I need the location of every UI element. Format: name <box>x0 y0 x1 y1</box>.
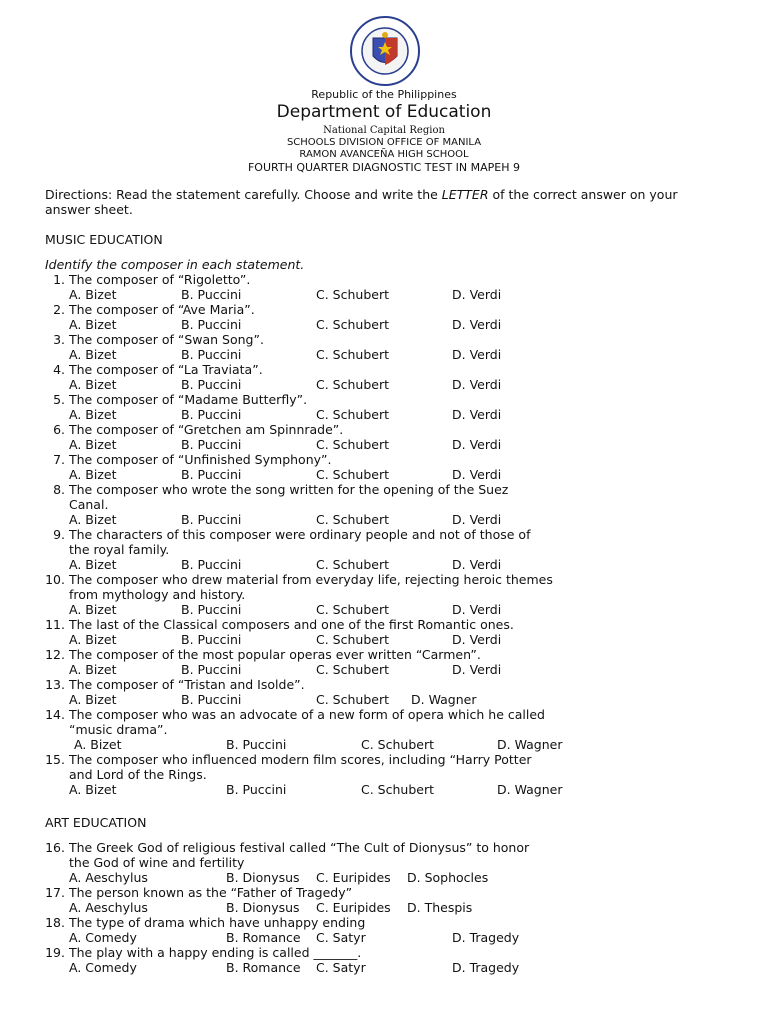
question-text: The play with a happy ending is called _______. <box>69 945 362 960</box>
question-number: 15. <box>45 752 65 767</box>
question-text: The composer who drew material from everyday life, rejecting heroic themes <box>69 572 553 587</box>
question-text: The type of drama which have unhappy ending <box>69 915 366 930</box>
question-number: 19. <box>45 945 65 960</box>
question-text: The composer who influenced modern film scores, including “Harry Potter <box>69 752 532 767</box>
answer-option: A. Bizet <box>74 737 122 752</box>
answer-option: B. Romance <box>226 960 301 975</box>
question-text: “music drama”. <box>69 722 168 737</box>
school-line: RAMON AVANCEÑA HIGH SCHOOL <box>299 149 469 160</box>
answer-option: D. Verdi <box>452 632 502 647</box>
answer-option: D. Tragedy <box>452 930 520 945</box>
answer-option: C. Schubert <box>316 662 389 677</box>
answer-option: D. Verdi <box>452 602 502 617</box>
answer-option: D. Wagner <box>411 692 477 707</box>
answer-option: D. Verdi <box>452 347 502 362</box>
answer-option: B. Romance <box>226 930 301 945</box>
department-title: Department of Education <box>276 102 492 122</box>
question-text: The composer of “Tristan and Isolde”. <box>69 677 305 692</box>
answer-option: C. Schubert <box>316 347 389 362</box>
answer-option: B. Puccini <box>181 692 242 707</box>
answer-option: B. Puccini <box>181 662 242 677</box>
answer-option: C. Euripides <box>316 870 391 885</box>
answer-option: A. Comedy <box>69 960 137 975</box>
answer-option: D. Verdi <box>452 662 502 677</box>
answer-option: C. Schubert <box>316 467 389 482</box>
division-line: SCHOOLS DIVISION OFFICE OF MANILA <box>286 137 482 148</box>
answer-option: B. Puccini <box>226 782 287 797</box>
art-heading: ART EDUCATION <box>45 815 147 830</box>
question-text: The composer who wrote the song written for the opening of the Suez <box>69 482 509 497</box>
question-text: The composer of “Rigoletto”. <box>69 272 251 287</box>
deped-seal-icon <box>349 14 421 88</box>
answer-option: B. Puccini <box>181 467 242 482</box>
answer-option: A. Bizet <box>69 632 117 647</box>
answer-option: D. Verdi <box>452 407 502 422</box>
answer-option: A. Aeschylus <box>69 870 148 885</box>
question-number: 8. <box>53 482 65 497</box>
question-text: Canal. <box>69 497 109 512</box>
question-text: the God of wine and fertility <box>69 855 245 870</box>
answer-option: A. Bizet <box>69 662 117 677</box>
answer-option: C. Schubert <box>316 287 389 302</box>
answer-option: A. Bizet <box>69 317 117 332</box>
answer-option: A. Bizet <box>69 692 117 707</box>
answer-option: B. Dionysus <box>226 900 300 915</box>
answer-option: C. Schubert <box>316 512 389 527</box>
answer-option: D. Sophocles <box>407 870 489 885</box>
question-number: 7. <box>53 452 65 467</box>
question-number: 17. <box>45 885 65 900</box>
question-text: The composer of “Ave Maria”. <box>69 302 255 317</box>
answer-option: D. Tragedy <box>452 960 520 975</box>
answer-option: C. Schubert <box>361 737 434 752</box>
question-number: 2. <box>53 302 65 317</box>
answer-option: B. Puccini <box>181 317 242 332</box>
question-number: 6. <box>53 422 65 437</box>
answer-option: C. Schubert <box>316 407 389 422</box>
question-number: 9. <box>53 527 65 542</box>
question-text: The composer of the most popular operas ever written “Carmen”. <box>69 647 481 662</box>
question-text: from mythology and history. <box>69 587 246 602</box>
answer-option: A. Bizet <box>69 467 117 482</box>
question-number: 18. <box>45 915 65 930</box>
answer-option: C. Schubert <box>316 602 389 617</box>
answer-option: A. Comedy <box>69 930 137 945</box>
question-text: The composer who was an advocate of a new form of opera which he called <box>69 707 545 722</box>
question-text: The composer of “Swan Song”. <box>69 332 264 347</box>
answer-option: C. Schubert <box>361 782 434 797</box>
answer-option: D. Verdi <box>452 317 502 332</box>
republic-line: Republic of the Philippines <box>311 88 457 101</box>
answer-option: A. Bizet <box>69 782 117 797</box>
answer-option: B. Puccini <box>181 377 242 392</box>
answer-option: C. Schubert <box>316 377 389 392</box>
question-number: 5. <box>53 392 65 407</box>
answer-option: A. Aeschylus <box>69 900 148 915</box>
directions-text-pre: Directions: Read the statement carefully. Choose and write the <box>45 187 442 202</box>
answer-option: D. Verdi <box>452 437 502 452</box>
answer-option: A. Bizet <box>69 407 117 422</box>
music-instruction: Identify the composer in each statement. <box>45 257 305 272</box>
question-text: The composer of “Unfinished Symphony”. <box>69 452 332 467</box>
answer-option: A. Bizet <box>69 347 117 362</box>
answer-option: D. Thespis <box>407 900 473 915</box>
answer-option: C. Satyr <box>316 930 366 945</box>
answer-option: C. Satyr <box>316 960 366 975</box>
question-number: 14. <box>45 707 65 722</box>
question-number: 16. <box>45 840 65 855</box>
answer-option: A. Bizet <box>69 512 117 527</box>
answer-option: C. Schubert <box>316 632 389 647</box>
answer-option: A. Bizet <box>69 287 117 302</box>
test-title: FOURTH QUARTER DIAGNOSTIC TEST IN MAPEH 9 <box>247 161 521 174</box>
answer-option: C. Schubert <box>316 557 389 572</box>
directions-line-2: answer sheet. <box>45 202 133 217</box>
answer-option: A. Bizet <box>69 437 117 452</box>
answer-option: B. Puccini <box>181 287 242 302</box>
question-number: 10. <box>45 572 65 587</box>
answer-option: A. Bizet <box>69 377 117 392</box>
question-text: The characters of this composer were ordinary people and not of those of <box>69 527 531 542</box>
answer-option: D. Wagner <box>497 737 563 752</box>
question-number: 11. <box>45 617 65 632</box>
answer-option: D. Verdi <box>452 512 502 527</box>
directions-text-post: of the correct answer on your <box>488 187 678 202</box>
answer-option: B. Puccini <box>181 512 242 527</box>
question-number: 1. <box>53 272 65 287</box>
answer-option: B. Puccini <box>226 737 287 752</box>
directions-emphasis: LETTER <box>441 187 489 202</box>
answer-option: D. Verdi <box>452 287 502 302</box>
question-number: 4. <box>53 362 65 377</box>
question-text: The person known as the “Father of Tragedy” <box>69 885 353 900</box>
question-text: The Greek God of religious festival called “The Cult of Dionysus” to honor <box>69 840 530 855</box>
question-text: and Lord of the Rings. <box>69 767 207 782</box>
answer-option: D. Wagner <box>497 782 563 797</box>
question-text: The composer of “Gretchen am Spinnrade”. <box>69 422 344 437</box>
question-text: The composer of “La Traviata”. <box>69 362 263 377</box>
answer-option: B. Puccini <box>181 347 242 362</box>
answer-option: C. Schubert <box>316 692 389 707</box>
answer-option: B. Puccini <box>181 602 242 617</box>
answer-option: B. Puccini <box>181 632 242 647</box>
answer-option: A. Bizet <box>69 557 117 572</box>
answer-option: D. Verdi <box>452 377 502 392</box>
answer-option: B. Puccini <box>181 437 242 452</box>
answer-option: B. Puccini <box>181 557 242 572</box>
answer-option: B. Dionysus <box>226 870 300 885</box>
question-text: The last of the Classical composers and one of the first Romantic ones. <box>69 617 514 632</box>
question-number: 3. <box>53 332 65 347</box>
region-line: National Capital Region <box>323 125 445 136</box>
question-text: The composer of “Madame Butterfly”. <box>69 392 308 407</box>
answer-option: C. Euripides <box>316 900 391 915</box>
directions-line-1 <box>45 187 678 202</box>
question-text: the royal family. <box>69 542 170 557</box>
answer-option: C. Schubert <box>316 317 389 332</box>
music-heading: MUSIC EDUCATION <box>45 232 163 247</box>
answer-option: D. Verdi <box>452 557 502 572</box>
question-number: 13. <box>45 677 65 692</box>
answer-option: A. Bizet <box>69 602 117 617</box>
answer-option: D. Verdi <box>452 467 502 482</box>
question-number: 12. <box>45 647 65 662</box>
answer-option: C. Schubert <box>316 437 389 452</box>
answer-option: B. Puccini <box>181 407 242 422</box>
